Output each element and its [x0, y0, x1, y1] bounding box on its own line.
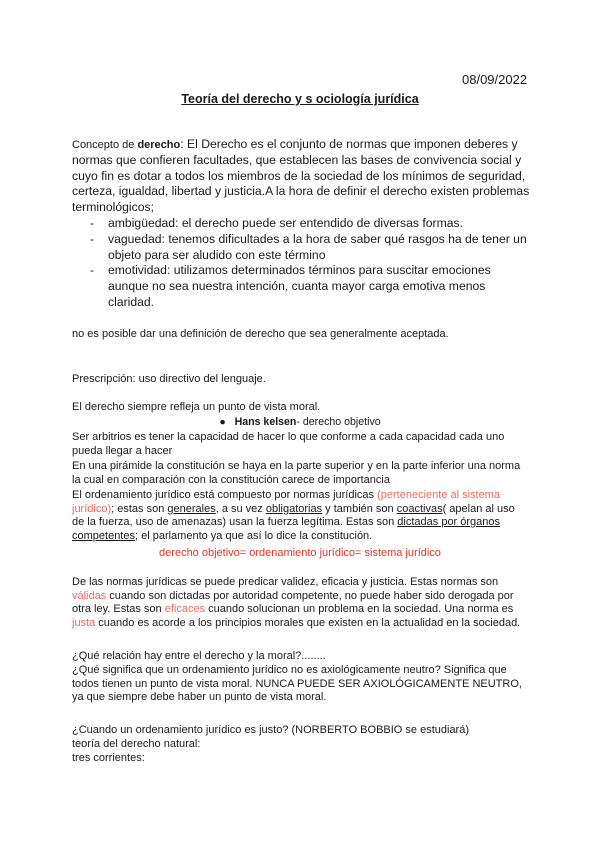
list-item: - ambigüedad: el derecho puede ser entendido de diversas formas.	[90, 216, 530, 232]
bullet-icon: ●	[219, 416, 235, 428]
ord-obligatorias: obligatorias	[265, 502, 323, 515]
arbitrios-text: Ser arbitrios es tener la capacidad de hacer lo que conforme a cada capacidad cada uno pueda llegar a hacer	[72, 431, 505, 457]
ord-text-1: El ordenamiento jurídico está compuesto por normas jurídicas	[72, 489, 378, 501]
question-moral: ¿Qué relación hay entre el derecho y la moral?........	[72, 650, 326, 662]
normas-justa: justa	[72, 616, 96, 629]
concepto-text: : El Derecho es el conjunto de normas que imponen deberes y normas que confieren facultades, que establecen las bases de convivencia social y cuyo fin es dotar a todos los miembros de la sociedad de los mínimos de seguridad, certeza, igualdad, libertad y justicia.A la hora de definir el derecho existen problemas terminológicos;	[72, 137, 530, 215]
question-justo: ¿Cuando un ordenamiento jurídico es justo? (NORBERTO BOBBIO se estudiará)	[72, 724, 470, 736]
date: 08/09/2022	[462, 72, 528, 87]
concepto-label: Concepto de	[72, 139, 138, 151]
page-title: Teoría del derecho y s ociología jurídica	[181, 92, 419, 106]
no-posible-text: no es posible dar una definición de derecho que sea generalmente aceptada.	[72, 328, 449, 340]
ord-dictadas: dictadas por órganos competentes	[72, 516, 501, 542]
normas-validas: válidas	[72, 589, 107, 602]
ord-text-4: y también son	[322, 502, 397, 515]
normas-text-2: cuando son dictadas por autoridad competente, no puede haber sido derogada por otra ley. Estas son	[72, 589, 514, 616]
prescripcion-text: Prescripción: uso directivo del lenguaje.	[72, 373, 266, 385]
kelsen-bullet	[0, 415, 600, 429]
normas-text-1: De las normas jurídicas se puede predicar validez, eficacia y justicia. Estas normas son	[72, 576, 499, 588]
piramide-text: En una pirámide la constitución se haya en la parte superior y en la parte inferior una norma la cual en comparación con la constitución carece de importancia	[72, 460, 521, 486]
concepto-bold: derecho	[137, 139, 181, 151]
ordenamiento-paragraph	[72, 489, 530, 543]
equivalencia-text: derecho objetivo= ordenamiento jurídico= sistema jurídico	[159, 547, 441, 559]
list-item: - vaguedad: tenemos dificultades a la hora de saber qué rasgos ha de tener un objeto para ser aludido con este término	[90, 232, 530, 264]
normas-eficaces: eficaces	[164, 603, 206, 616]
concepto-paragraph	[72, 137, 530, 216]
ord-text-5: ( apelan al uso de la fuerza, uso de amenazas) usan la fuerza legítima. Estas son	[72, 502, 515, 529]
normas-text-4: cuando es acorde a los principios morales que existen en la actualidad en la sociedad.	[95, 616, 521, 629]
normas-text-3: cuando solucionan un problema en la sociedad. Una norma es	[205, 603, 514, 616]
question-neutro: ¿Qué significa que un ordenamiento jurídico no es axiológicamente neutro? Significa que todos tienen un punto de vista moral. NUNCA PUEDE SER AXIOLÓGICAMENTE NEUTRO, ya que siempre debe haber un punto de vista moral.	[72, 664, 522, 704]
ord-text-3: , a su vez	[215, 502, 266, 515]
list-item: - emotividad: utilizamos determinados términos para suscitar emociones aunque no sea nuestra intención, cuanta mayor carga emotiva menos claridad.	[90, 263, 530, 310]
ord-text-2: ; estas son	[111, 502, 168, 515]
ord-red-1: (perteneciente al sistema jurídico)	[72, 489, 501, 515]
normas-paragraph	[72, 576, 530, 630]
ord-text-6: ; el parlamento ya que así lo dice la constitución.	[134, 529, 373, 542]
kelsen-rest: - derecho objetivo	[296, 416, 381, 428]
ord-generales: generales	[167, 502, 216, 515]
teoria-text: teoría del derecho natural:	[72, 738, 201, 750]
corrientes-text: tres corrientes:	[72, 752, 145, 764]
punto-vista-text: El derecho siempre refleja un punto de vista moral.	[72, 401, 321, 413]
kelsen-name: Hans kelsen	[234, 416, 297, 428]
ord-coactivas: coactivas	[396, 502, 443, 515]
problemas-list	[90, 216, 530, 311]
